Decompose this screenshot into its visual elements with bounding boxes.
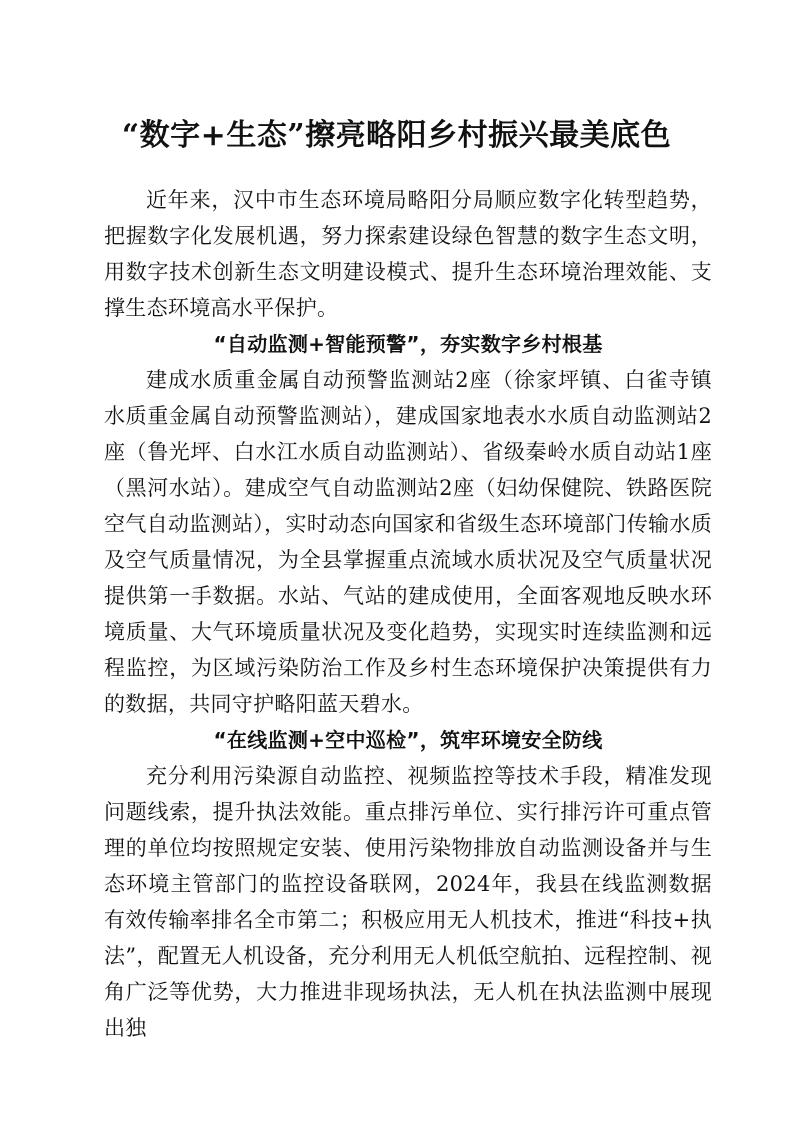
document-body bbox=[104, 182, 712, 1046]
document-title: “数字+生态”擦亮略阳乡村振兴最美底色 bbox=[121, 118, 672, 153]
section-heading: “自动监测+智能预警”，夯实数字乡村根基 bbox=[213, 332, 603, 356]
section-heading: “在线监测+空中巡检”，筑牢环境安全防线 bbox=[213, 728, 603, 752]
intro-paragraph: 近年来，汉中市生态环境局略阳分局顺应数字化转型趋势，把握数字化发展机遇，努力探索建设绿色智慧的数字生态文明，用数字技术创新生态文明建设模式、提升生态环境治理效能、支撑生态环境高水平保护。 bbox=[104, 188, 712, 320]
section-paragraph: 建成水质重金属自动预警监测站2座（徐家坪镇、白雀寺镇水质重金属自动预警监测站），建成国家地表水水质自动监测站2座（鲁光坪、白水江水质自动监测站）、省级秦岭水质自动站1座（黑河水站）。建成空气自动监测站2座（妇幼保健院、铁路医院空气自动监测站），实时动态向国家和省级生态环境部门传输水质及空气质量情况，为全县掌握重点流域水质状况及空气质量状况提供第一手数据。水站、气站的建成使用，全面客观地反映水环境质量、大气环境质量状况及变化趋势，实现实时连续监测和远程监控，为区域污染防治工作及乡村生态环境保护决策提供有力的数据，共同守护略阳蓝天碧水。 bbox=[104, 368, 712, 716]
section-1 bbox=[104, 326, 712, 722]
section-paragraph: 充分利用污染源自动监控、视频监控等技术手段，精准发现问题线索，提升执法效能。重点排污单位、实行排污许可重点管理的单位均按照规定安装、使用污染物排放自动监测设备并与生态环境主管部门的监控设备联网，2024年，我县在线监测数据有效传输率排名全市第二；积极应用无人机技术，推进“科技+执法”，配置无人机设备，充分利用无人机低空航拍、远程控制、视角广泛等优势，大力推进非现场执法，无人机在执法监测中展现出独 bbox=[104, 764, 712, 1040]
section-2 bbox=[104, 722, 712, 1046]
